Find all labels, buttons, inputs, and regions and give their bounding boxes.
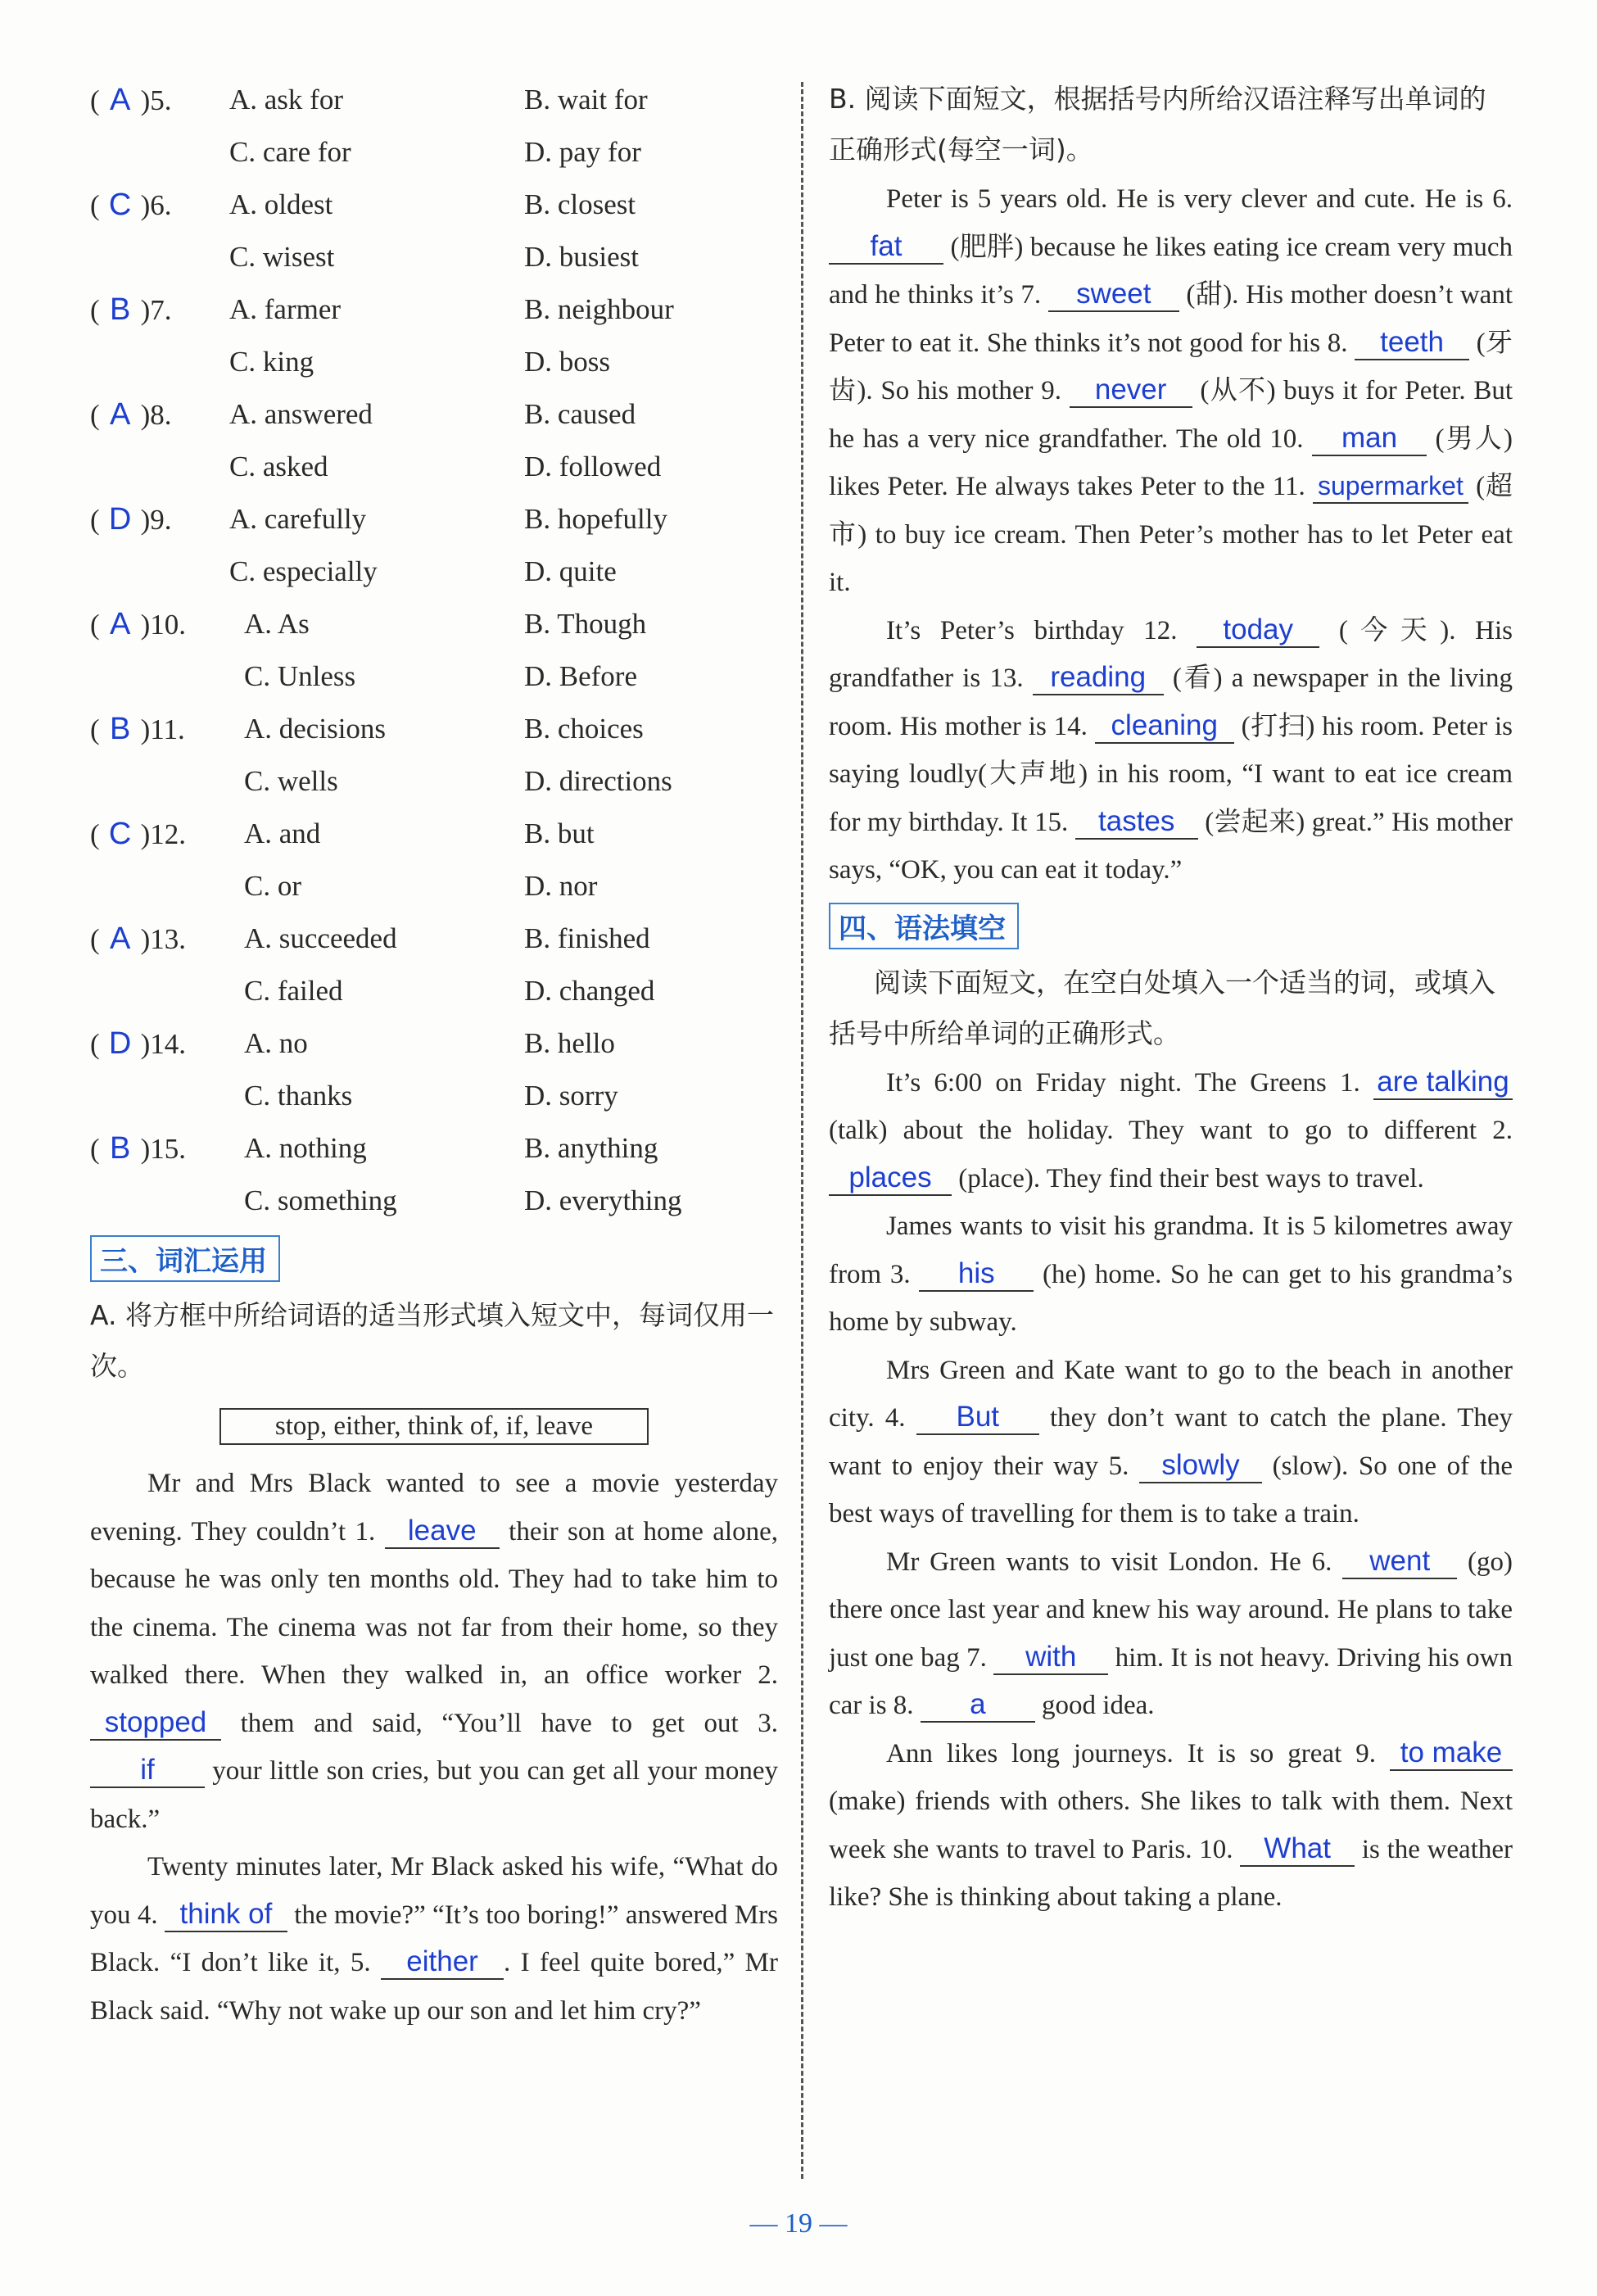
grammar-paragraph-4: Mr Green wants to visit London. He 6. went (go) there once last year and knew his way around. He plans to take just one bag 7. with him. It is not heavy. Driving his own car is 8. a good idea. — [829, 1538, 1513, 1730]
answer-choice[interactable]: B — [109, 292, 131, 327]
option-d: D. pay for — [524, 136, 641, 168]
option-b: B. hello — [524, 1027, 615, 1059]
mc-question — [90, 598, 778, 703]
option-c: C. wells — [244, 765, 338, 797]
option-a: A. farmer — [229, 293, 342, 325]
blank-answer[interactable]: to make — [1390, 1737, 1513, 1771]
option-c: C. something — [244, 1184, 397, 1216]
answer-choice[interactable]: C — [108, 817, 132, 851]
answer-choice[interactable]: A — [109, 83, 131, 117]
option-c: C. especially — [229, 555, 378, 587]
option-b: B. caused — [524, 398, 636, 430]
option-a: A. As — [244, 608, 310, 640]
option-b: B. anything — [524, 1132, 658, 1164]
option-d: D. changed — [524, 975, 655, 1007]
grammar-paragraph-2: James wants to visit his grandma. It is 5 kilometres away from 3. his (he) home. So he can get to his grandma’s home by subway. — [829, 1211, 1513, 1337]
question-number: ( C )12. — [90, 809, 186, 858]
option-b: B. choices — [524, 713, 644, 745]
blank-answer[interactable]: slowly — [1139, 1449, 1262, 1483]
blank-answer[interactable]: sweet — [1048, 278, 1179, 312]
question-number: ( A )8. — [90, 390, 172, 439]
option-d: D. directions — [524, 765, 672, 797]
question-number: ( B )15. — [90, 1124, 186, 1173]
left-column — [90, 74, 778, 2035]
question-number: ( A )13. — [90, 914, 186, 963]
option-a: A. nothing — [244, 1132, 367, 1164]
question-number: ( B )11. — [90, 704, 185, 754]
blank-answer[interactable]: went — [1342, 1545, 1457, 1579]
option-a: A. ask for — [229, 84, 343, 115]
blank-answer[interactable]: man — [1312, 422, 1427, 456]
option-c: C. wisest — [229, 241, 335, 273]
answer-choice[interactable]: D — [108, 1026, 132, 1061]
mc-question — [90, 703, 778, 808]
blank-answer[interactable]: tastes — [1075, 805, 1198, 840]
blank-answer[interactable]: never — [1070, 374, 1192, 408]
grammar-paragraph-5: Ann likes long journeys. It is so great 9. to make (make) friends with others. She likes to talk with them. Next week she wants to travel to Paris. 10. What is the weather like? She is thinking about taking a plane. — [829, 1736, 1513, 1912]
answer-choice[interactable]: B — [109, 1131, 131, 1166]
question-number: ( D )9. — [90, 495, 172, 544]
blank-answer[interactable]: leave — [385, 1515, 500, 1549]
blank-answer[interactable]: teeth — [1355, 326, 1469, 360]
blank-answer[interactable]: fat — [829, 230, 943, 265]
answer-choice[interactable]: C — [108, 188, 132, 222]
mc-question — [90, 1017, 778, 1122]
column-divider — [801, 82, 803, 2179]
option-d: D. followed — [524, 451, 662, 482]
grammar-paragraph-1: It’s 6:00 on Friday night. The Greens 1. are talking (talk) about the holiday. They want to go to different 2. places (place). They find their best ways to travel. — [829, 1059, 1513, 1203]
option-b: B. Though — [524, 608, 647, 640]
answer-choice[interactable]: A — [109, 607, 131, 641]
option-d: D. Before — [524, 660, 638, 692]
blank-answer[interactable]: reading — [1033, 661, 1164, 695]
grammar-instruction: 阅读下面短文，在空白处填入一个适当的词，或填入括号中所给单词的正确形式。 — [829, 966, 1495, 1049]
question-number: ( D )14. — [90, 1019, 186, 1068]
option-c: C. thanks — [244, 1080, 353, 1112]
option-c: C. care for — [229, 136, 351, 168]
passage-a-paragraph-1: Mr and Mrs Black wanted to see a movie yesterday evening. They couldn’t 1. leave their son at home alone, because he was only ten months old. They had to take him to the cinema. The cinema was not far from their home, so they walked there. When they walked in, an office worker 2. stopped them and said, “You’ll have to get out 3. if your little son cries, but you can get all your money back.” — [90, 1469, 778, 1834]
blank-answer[interactable]: either — [381, 1945, 504, 1980]
blank-answer[interactable]: But — [916, 1401, 1039, 1435]
option-b: B. wait for — [524, 84, 648, 115]
option-d: D. everything — [524, 1184, 682, 1216]
passage-a-paragraph-2: Twenty minutes later, Mr Black asked his wife, “What do you 4. think of the movie?” “It’s too boring!” answered Mrs Black. “I don’t like it, 5. either . I feel quite bored,” Mr Black said. “Why not wake up our son and let him cry?” — [90, 1852, 778, 2026]
option-a: A. and — [244, 817, 321, 849]
mc-question — [90, 913, 778, 1017]
option-c: C. or — [244, 870, 301, 902]
option-a: A. oldest — [229, 188, 333, 220]
blank-answer[interactable]: What — [1240, 1832, 1355, 1867]
grammar-paragraph-3: Mrs Green and Kate want to go to the beach in another city. 4. But they don’t want to catch the plane. They want to enjoy their way 5. slowly (slow). So one of the best ways of travelling for them is to take a train. — [829, 1355, 1513, 1528]
option-d: D. nor — [524, 870, 598, 902]
blank-answer[interactable]: supermarket — [1313, 469, 1468, 504]
mc-question — [90, 74, 778, 179]
answer-choice[interactable]: A — [109, 922, 131, 956]
question-number: ( B )7. — [90, 285, 172, 334]
passage-b-paragraph-1: Peter is 5 years old. He is very clever and cute. He is 6. fat (肥胖) because he likes eating ice cream very much and he thinks it’s 7. sweet (甜). His mother doesn’t want Peter to eat it. She thinks it’s not good for his 8. teeth (牙齿). So his mother 9. never (从不) buys it for Peter. But he has a very nice grandfather. The old 10. man (男人) likes Peter. He always takes Peter to the 11. supermarket (超市) to buy ice cream. Then Peter’s mother has to let Peter eat it. — [829, 184, 1513, 597]
option-a: A. no — [244, 1027, 308, 1059]
answer-choice[interactable]: D — [108, 502, 132, 537]
option-b: B. neighbour — [524, 293, 674, 325]
question-number: ( A )10. — [90, 600, 186, 649]
blank-answer[interactable]: places — [829, 1162, 952, 1196]
mc-question — [90, 179, 778, 283]
option-d: D. quite — [524, 555, 617, 587]
page-number: — 19 — — [749, 2208, 848, 2239]
mc-question — [90, 388, 778, 493]
option-b: B. but — [524, 817, 595, 849]
option-c: C. asked — [229, 451, 328, 482]
answer-choice[interactable]: A — [109, 397, 131, 432]
part-b-instruction: B. 阅读下面短文，根据括号内所给汉语注释写出单词的正确形式(每空一词)。 — [829, 83, 1486, 165]
part-a-instruction: A. 将方框中所给词语的适当形式填入短文中，每词仅用一次。 — [90, 1299, 774, 1382]
multiple-choice-list — [90, 74, 778, 1227]
option-d: D. sorry — [524, 1080, 618, 1112]
blank-answer[interactable]: cleaning — [1095, 709, 1234, 744]
answer-choice[interactable]: B — [109, 712, 131, 746]
option-a: A. answered — [229, 398, 373, 430]
mc-question — [90, 493, 778, 598]
blank-answer[interactable]: with — [993, 1641, 1108, 1675]
section-heading-vocabulary: 三、词汇运用 — [90, 1235, 280, 1282]
option-c: C. Unless — [244, 660, 356, 692]
blank-answer[interactable]: his — [919, 1257, 1034, 1292]
option-b: B. hopefully — [524, 503, 667, 535]
section-heading-grammar: 四、语法填空 — [829, 903, 1019, 949]
mc-question — [90, 1122, 778, 1227]
option-a: A. carefully — [229, 503, 367, 535]
passage-b-paragraph-2: It’s Peter’s birthday 12. today (今天). His grandfather is 13. reading (看) a newspaper in the living room. His mother is 14. cleaning (打扫) his room. Peter is saying loudly(大声地) in his room, “I want to eat ice cream for my birthday. It 15. tastes (尝起来) great.” His mother says, “OK, you can eat it today.” — [829, 613, 1513, 885]
option-d: D. busiest — [524, 241, 639, 273]
question-number: ( A )5. — [90, 75, 172, 125]
mc-question — [90, 283, 778, 388]
option-a: A. succeeded — [244, 922, 397, 954]
blank-answer[interactable]: think of — [165, 1898, 287, 1932]
option-a: A. decisions — [244, 713, 387, 745]
option-b: B. closest — [524, 188, 636, 220]
option-c: C. failed — [244, 975, 343, 1007]
blank-answer[interactable]: if — [90, 1754, 205, 1788]
option-b: B. finished — [524, 922, 650, 954]
option-c: C. king — [229, 346, 314, 378]
mc-question — [90, 808, 778, 913]
blank-answer[interactable]: a — [921, 1688, 1035, 1723]
blank-answer[interactable]: stopped — [90, 1706, 221, 1741]
word-box: stop, either, think of, if, leave — [219, 1408, 649, 1445]
blank-answer[interactable]: today — [1197, 614, 1319, 648]
right-column — [829, 74, 1513, 1922]
question-number: ( C )6. — [90, 180, 172, 229]
option-d: D. boss — [524, 346, 611, 378]
blank-answer[interactable]: are talking — [1373, 1066, 1513, 1100]
